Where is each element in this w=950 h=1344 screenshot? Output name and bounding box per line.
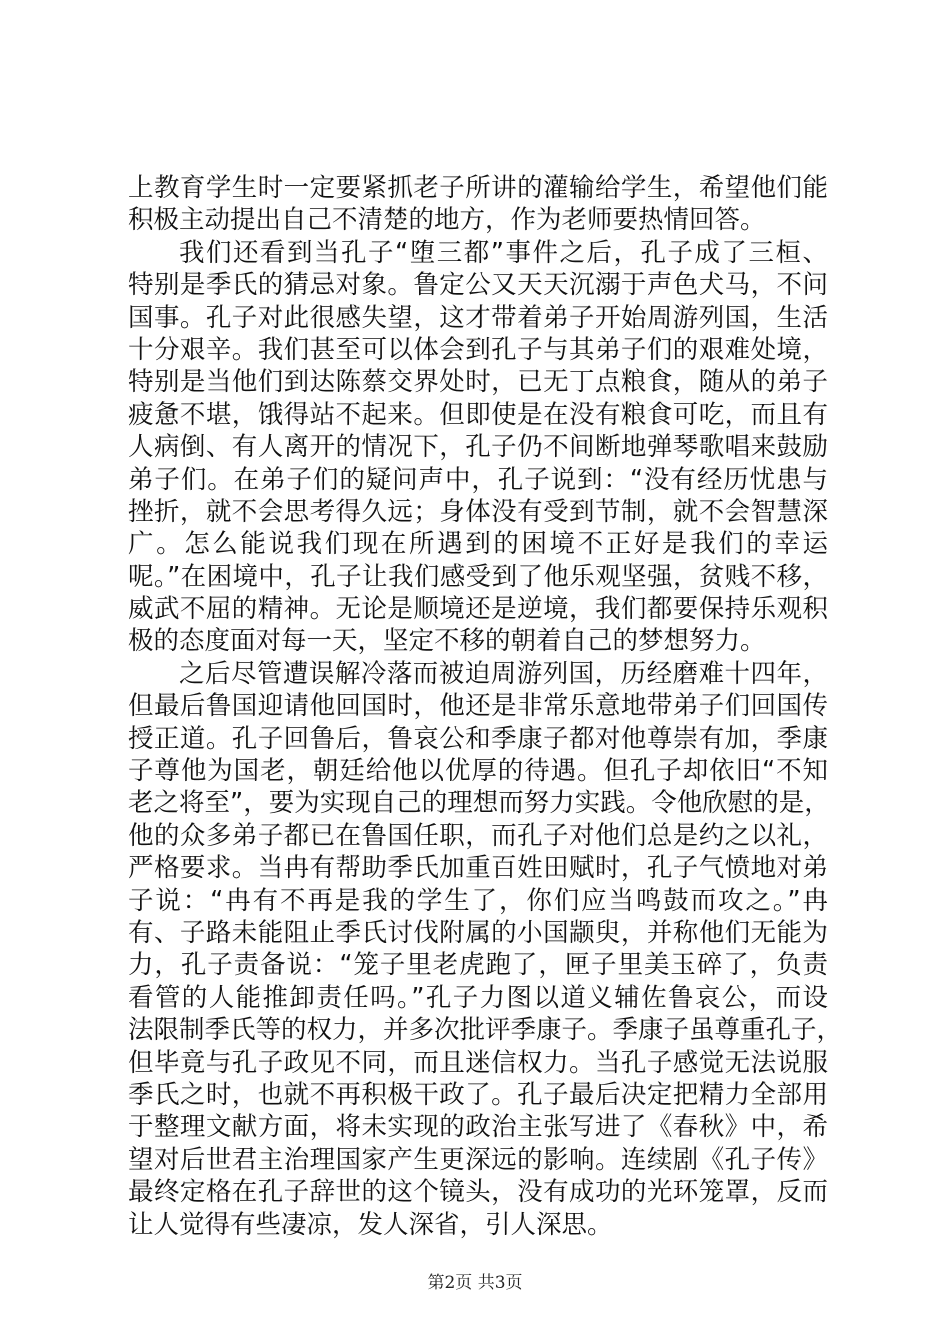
text-line: 威武不屈的精神。无论是顺境还是逆境，我们都要保持乐观积 [128,594,828,625]
text-line: 让人觉得有些凄凉，发人深省，引人深思。 [128,1209,613,1240]
text-line: 但最后鲁国迎请他回国时，他还是非常乐意地带弟子们回国传 [128,691,828,722]
text-line: 人病倒、有人离开的情况下，孔子仍不间断地弹琴歌唱来鼓励 [128,432,828,463]
text-line: 望对后世君主治理国家产生更深远的影响。连续剧《孔子传》 [128,1144,828,1175]
text-line: 十分艰辛。我们甚至可以体会到孔子与其弟子们的艰难处境， [128,334,828,365]
text-line: 极的态度面对每一天，坚定不移的朝着自己的梦想努力。 [128,626,766,657]
document-body [128,172,843,1241]
text-line: 严格要求。当冉有帮助季氏加重百姓田赋时，孔子气愤地对弟 [128,853,828,884]
text-line: 国事。孔子对此很感失望，这才带着弟子开始周游列国，生活 [128,302,828,333]
text-line: 上教育学生时一定要紧抓老子所讲的灌输给学生，希望他们能 [128,173,828,203]
text-line: 授正道。孔子回鲁后，鲁哀公和季康子都对他尊崇有加，季康 [128,723,828,754]
text-line: 我们还看到当孔子“堕三都”事件之后，孔子成了三桓、 [179,237,828,268]
text-line: 有、子路未能阻止季氏讨伐附属的小国颛臾，并称他们无能为 [128,917,828,948]
text-line: 他的众多弟子都已在鲁国任职，而孔子对他们总是约之以礼， [128,820,828,851]
text-line: 疲惫不堪，饿得站不起来。但即使是在没有粮食可吃，而且有 [128,399,828,430]
text-line: 之后尽管遭误解冷落而被迫周游列国，历经磨难十四年， [179,658,828,689]
page-footer [0,1268,950,1293]
text-line: 特别是当他们到达陈蔡交界处时，已无丁点粮食，随从的弟子 [128,367,828,398]
text-line: 季氏之时，也就不再积极干政了。孔子最后决定把精力全部用 [128,1079,828,1110]
text-line: 子说：“冉有不再是我的学生了，你们应当鸣鼓而攻之。”冉 [128,885,828,916]
text-line: 于整理文献方面，将未实现的政治主张写进了《春秋》中，希 [128,1112,828,1143]
text-line: 力，孔子责备说：“笼子里老虎跑了，匣子里美玉碎了，负责 [128,950,828,981]
text-line: 弟子们。在弟子们的疑问声中，孔子说到：“没有经历忧患与 [128,464,828,495]
text-line: 看管的人能推卸责任吗。”孔子力图以道义辅佐鲁哀公，而设 [128,982,828,1013]
page-number-label: 第2页 共3页 [427,1273,523,1293]
text-line: 特别是季氏的猜忌对象。鲁定公又天天沉溺于声色犬马，不问 [128,270,828,301]
text-line: 但毕竟与孔子政见不同，而且迷信权力。当孔子感觉无法说服 [128,1047,828,1078]
text-line: 老之将至”，要为实现自己的理想而努力实践。令他欣慰的是， [128,788,830,819]
text-line: 广。怎么能说我们现在所遇到的困境不正好是我们的幸运 [128,529,828,560]
text-line: 积极主动提出自己不清楚的地方，作为老师要热情回答。 [128,205,766,236]
text-line: 呢。”在困境中，孔子让我们感受到了他乐观坚强，贫贱不移， [128,561,828,592]
text-line: 法限制季氏等的权力，并多次批评季康子。季康子虽尊重孔子， [128,1015,843,1046]
text-line: 子尊他为国老，朝廷给他以优厚的待遇。但孔子却依旧“不知 [128,756,828,787]
text-line: 挫折，就不会思考得久远；身体没有受到节制，就不会智慧深 [128,496,828,527]
text-line: 最终定格在孔子辞世的这个镜头，没有成功的光环笼罩，反而 [128,1177,828,1208]
